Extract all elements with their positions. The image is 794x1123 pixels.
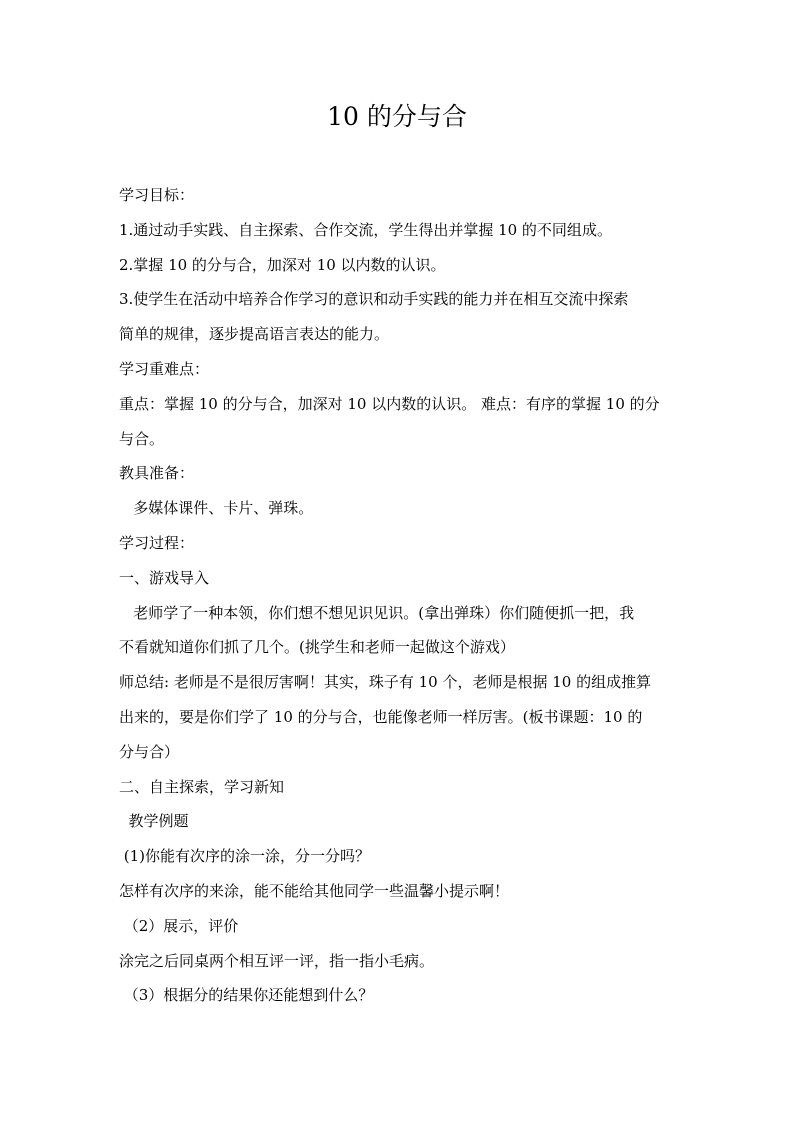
- question-2-prompt: 涂完之后同桌两个相互评一评，指一指小毛病。: [119, 951, 435, 970]
- question-3: （3）根据分的结果你还能想到什么？: [119, 986, 374, 1005]
- game-intro-line-1: 老师学了一种本领，你们想不想见识见识。(拿出弹珠）你们随便抓一把，我: [119, 603, 635, 622]
- question-1: (1)你能有次序的涂一涂，分一分吗？: [119, 847, 371, 866]
- objective-3-line-2: 简单的规律，逐步提高语言表达的能力。: [119, 325, 390, 344]
- objective-2: 2.掌握 10 的分与合，加深对 10 以内数的认识。: [119, 255, 446, 274]
- section-heading-process: 学习过程：: [119, 533, 195, 552]
- objective-1: 1.通过动手实践、自主探索、合作交流，学生得出并掌握 10 的不同组成。: [119, 220, 612, 239]
- key-points-line-1: 重点：掌握 10 的分与合，加深对 10 以内数的认识。 难点：有序的掌握 10 的分: [119, 394, 660, 413]
- teacher-summary-line-1: 师总结: 老师是不是很厉害啊！其实，珠子有 10 个，老师是根据 10 的组成推算: [119, 673, 652, 692]
- document-body: [119, 178, 679, 1013]
- teacher-summary-line-3: 分与合）: [119, 742, 180, 761]
- game-intro-line-2: 不看就知道你们抓了几个。(挑学生和老师一起做这个游戏）: [119, 638, 515, 657]
- key-points-line-2: 与合。: [119, 429, 165, 448]
- section-heading-key-points: 学习重难点：: [119, 359, 210, 378]
- section-heading-materials: 教具准备：: [119, 464, 195, 483]
- objective-3-line-1: 3.使学生在活动中培养合作学习的意识和动手实践的能力并在相互交流中探索: [119, 290, 629, 309]
- step-heading-explore: 二、自主探索，学习新知: [119, 777, 285, 796]
- document-title: 10 的分与合: [327, 102, 467, 131]
- teacher-summary-line-2: 出来的，要是你们学了 10 的分与合，也能像老师一样厉害。(板书课题：10 的: [119, 707, 643, 726]
- example-heading: 教学例题: [119, 812, 189, 831]
- step-heading-game-intro: 一、游戏导入: [119, 568, 210, 587]
- question-2: （2）展示，评价: [119, 916, 239, 935]
- materials-list: 多媒体课件、卡片、弹珠。: [119, 499, 314, 518]
- question-1-prompt: 怎样有次序的来涂，能不能给其他同学一些温馨小提示啊！: [119, 881, 510, 900]
- section-heading-objectives: 学习目标：: [119, 186, 195, 204]
